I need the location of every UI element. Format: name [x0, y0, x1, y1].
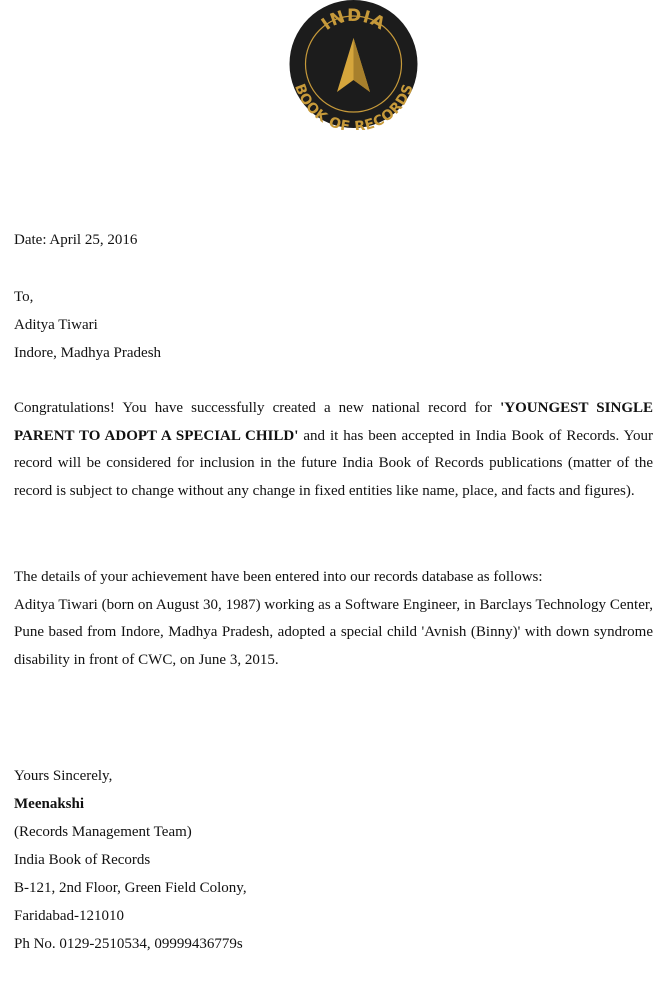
signatory-name: Meenakshi	[14, 796, 85, 812]
address-line-1: B-121, 2nd Floor, Green Field Colony,	[14, 880, 247, 896]
logo-top-text: INDIA	[318, 5, 390, 35]
recipient-name: Aditya Tiwari	[14, 317, 98, 333]
signatory-team: (Records Management Team)	[14, 824, 192, 840]
recipient-location: Indore, Madhya Pradesh	[14, 345, 162, 361]
details-body: Aditya Tiwari (born on August 30, 1987) working as a Software Engineer, in Barclays Technology Center, Pune based from Indore, Madhya Pradesh, adopted a special child 'Avnish (Binny)' with down syndrome disability in front of CWC, on June 3, 2015.	[14, 596, 653, 669]
details-paragraph	[14, 564, 653, 675]
india-book-of-records-logo	[281, 0, 426, 130]
congratulations-paragraph	[14, 395, 653, 506]
record-title: 'YOUNGEST SINGLE PARENT TO ADOPT A SPECIAL CHILD'	[14, 400, 653, 444]
closing: Yours Sincerely,	[14, 768, 113, 784]
salutation-to: To,	[14, 289, 34, 305]
logo-bottom-text: BOOK OF RECORDS	[291, 81, 417, 130]
details-intro: The details of your achievement have been entered into our records database as follows:	[14, 569, 543, 585]
recipient-block	[14, 283, 654, 367]
letter-date: Date: April 25, 2016	[14, 232, 138, 248]
letter-date-block	[14, 226, 654, 254]
congrats-rest: and it has been accepted in India Book of Records. Your record will be considered for inclusion in the future India Book of Records publications (matter of the record is subject to change without any change in fixed entities like name, place, and facts and figures).	[14, 427, 653, 500]
signature-block	[14, 762, 654, 958]
organization-name: India Book of Records	[14, 852, 151, 868]
congrats-intro: Congratulations! You have successfully created a new national record for	[14, 400, 501, 416]
address-line-2: Faridabad-121010	[14, 908, 124, 924]
phone-number: Ph No. 0129-2510534, 09999436779s	[14, 936, 243, 952]
